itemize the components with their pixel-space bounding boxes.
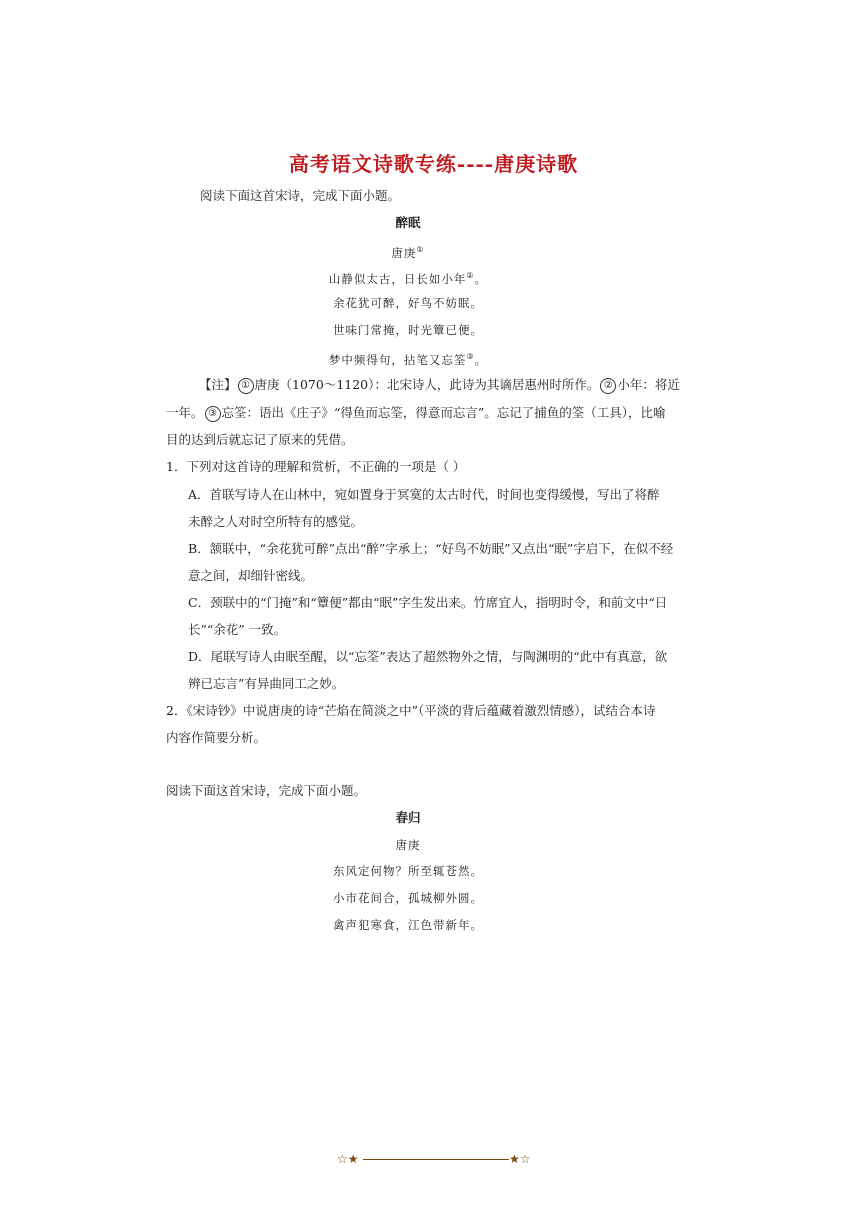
option-b-line-2: 意之间，却细针密线。 [188, 568, 314, 583]
poem1-line-3: 世味门常掩，时光簟已便。 [333, 323, 483, 337]
poem2-title: 春归 [395, 810, 421, 825]
option-c-line-1: C．颈联中的“门掩”和“簟便”都由“眠”字生发出来。竹席宜人，指明时令，和前文中“日 [188, 595, 668, 610]
question-2-line-2: 内容作简要分析。 [166, 730, 267, 745]
option-a-line-1: A．首联写诗人在山林中，宛如置身于冥寞的太古时代，时间也变得缓慢，写出了将醉 [188, 487, 660, 502]
notes-line-3: 目的达到后就忘记了原来的凭借。 [166, 432, 354, 447]
notes-line-2: 一年。 ③ 忘筌：语出《庄子》“得鱼而忘筌，得意而忘言”。忘记了捕鱼的筌（工具），比喻 [166, 405, 666, 420]
option-a-line-2: 未醉之人对时空所特有的感觉。 [188, 514, 364, 529]
section2-intro: 阅读下面这首宋诗，完成下面小题。 [166, 783, 367, 798]
question-2-line-1: 2．《宋诗钞》中说唐庚的诗“芒焰在简淡之中”（平淡的背后蕴藏着激烈情感），试结合本诗 [166, 703, 656, 718]
poem2-author: 唐庚 [395, 838, 421, 852]
poem1-title: 醉眠 [395, 215, 421, 230]
poem2-line-1: 东风定何物？所至辄苍然。 [333, 864, 483, 878]
page-title: 高考语文诗歌专练----唐庚诗歌 [288, 152, 579, 176]
option-d-line-2: 辨已忘言”有异曲同工之妙。 [188, 676, 345, 691]
poem2-line-3: 禽声犯寒食，江色带新年。 [333, 918, 483, 932]
footer-divider [363, 1159, 509, 1160]
option-b-line-1: B．颔联中，“余花犹可醉”点出“醉”字承上；“好鸟不妨眠”又点出“眠”字启下，在似不经 [188, 541, 674, 556]
question-1-stem: 1．下列对这首诗的理解和赏析，不正确的一项是（ ） [166, 459, 466, 474]
footer-ornament [337, 1152, 533, 1166]
notes-line-1: 【注】 ① 唐庚（1070～1120）：北宋诗人，此诗为其谪居惠州时所作。 ② 小年：将近 [199, 377, 680, 392]
option-c-line-2: 长”“余花” 一致。 [188, 622, 287, 637]
poem1-line-4: 梦中频得句，拈笔又忘筌③。 [328, 352, 488, 367]
poem2-line-2: 小市花间合，孤城柳外圆。 [333, 891, 483, 905]
footer-left-stars: ☆★ [337, 1152, 359, 1166]
option-d-line-1: D．尾联写诗人由眠至醒，以“忘筌”表达了超然物外之情，与陶渊明的“此中有真意，欲 [188, 649, 668, 664]
footer-right-stars: ★☆ [509, 1152, 531, 1166]
section1-intro: 阅读下面这首宋诗，完成下面小题。 [200, 188, 401, 203]
poem1-line-1: 山静似太古，日长如小年②。 [328, 271, 488, 286]
poem1-line-2: 余花犹可醉，好鸟不妨眠。 [333, 296, 483, 310]
poem1-author: 唐庚① [391, 245, 425, 260]
footnote-mark: ① [416, 245, 425, 254]
